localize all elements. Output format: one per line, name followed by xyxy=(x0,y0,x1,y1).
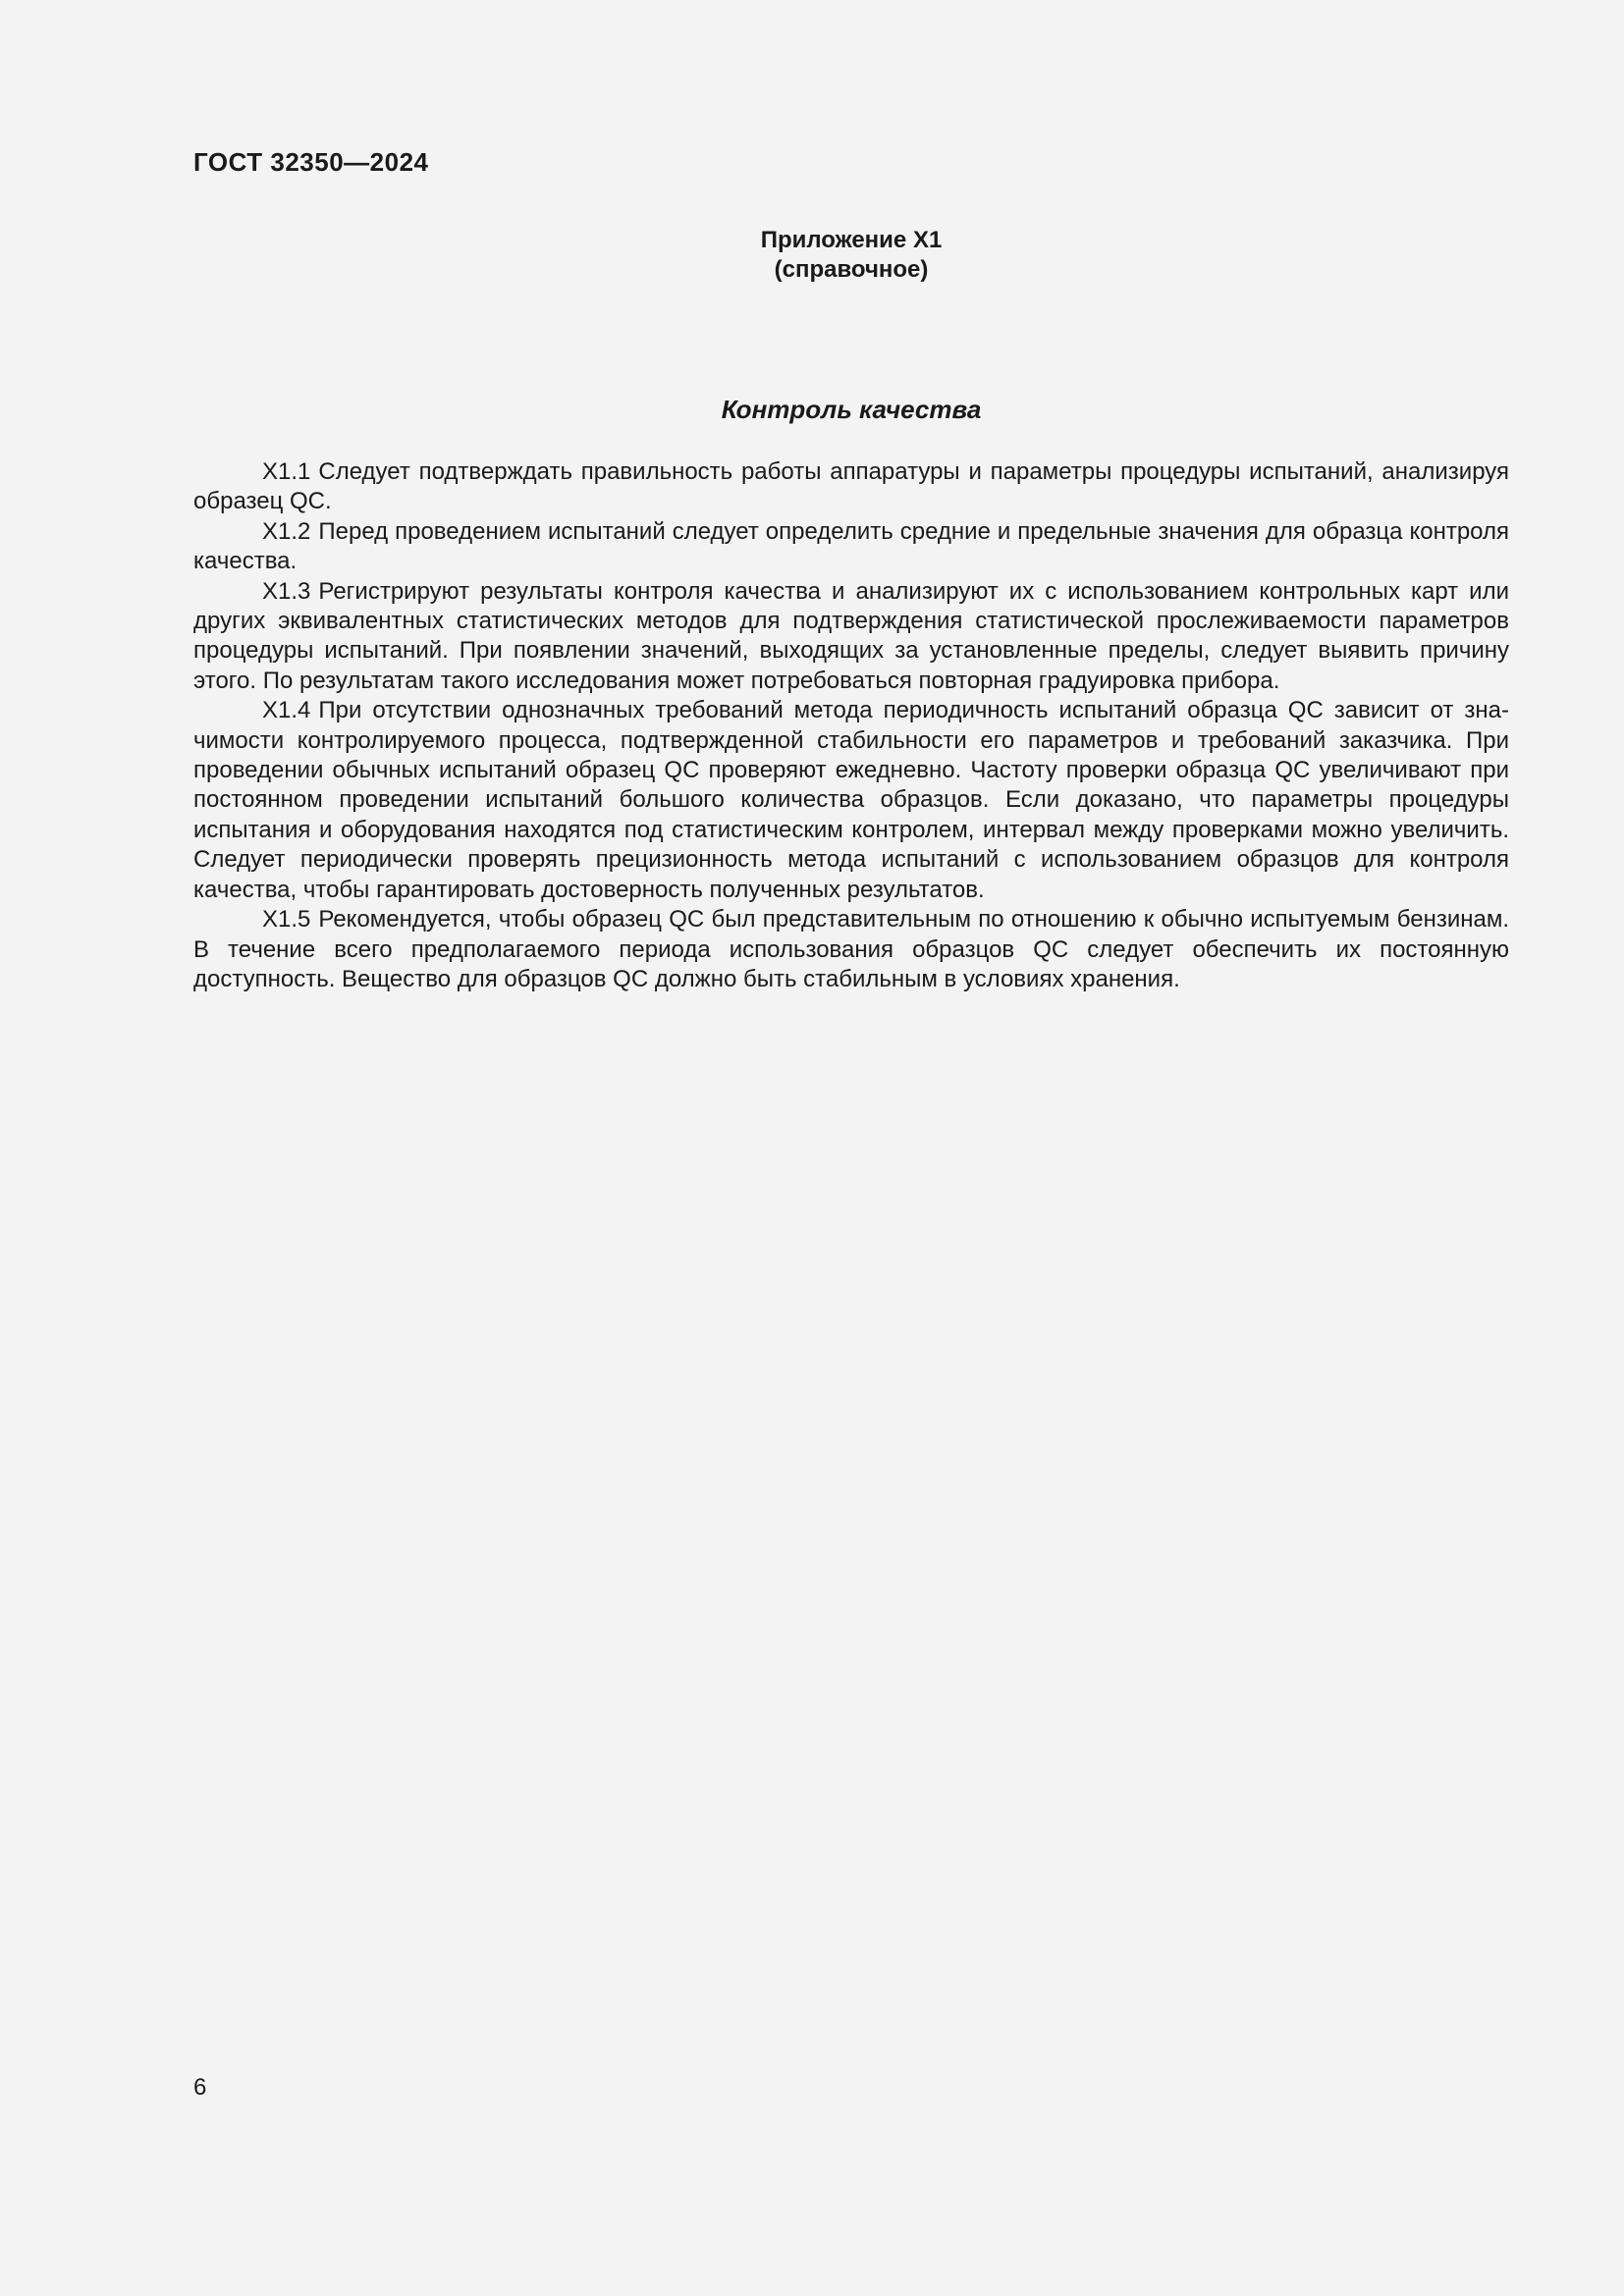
paragraph-text: При отсутствии однозначных требований метода периодичность испытаний образца QC зависит от значимости контролируемого процесса, подтвержденной стабильности его параметров и требований заказчика. При проведении обычных испытаний образец QC проверяют ежедневно. Частоту проверки образца QC увеличивают при постоянном проведении испытаний большого количества образцов. Если доказано, что параметры процедуры испытания и оборудования находятся под статистическим контролем, интервал между проверками можно увеличить. Следует периодически проверять прецизионность метода испытаний с использованием образцов для контроля качества, чтобы гарантировать достоверность полученных результатов. xyxy=(193,697,1509,903)
paragraph-x1-3 xyxy=(193,577,1509,697)
document-code: ГОСТ 32350—2024 xyxy=(193,147,429,177)
paragraph-number: Х1.3 xyxy=(262,577,311,605)
appendix-title: Приложение Х1 xyxy=(760,227,943,253)
body-text xyxy=(193,457,1509,994)
paragraph-number: Х1.1 xyxy=(262,458,311,485)
paragraph-x1-2 xyxy=(193,517,1509,577)
paragraph-text: Рекомендуется, чтобы образец QC был представительным по отношению к обычно испытуемым бензинам. В течение всего предполагаемого периода использования образцов QC следует обеспечить их постоянную доступность. Вещество для образцов QC должно быть стабильным в условиях хранения. xyxy=(193,906,1509,992)
section-title: Контроль качества xyxy=(721,395,982,424)
paragraph-x1-5 xyxy=(193,905,1509,994)
page-number: 6 xyxy=(193,2074,207,2101)
paragraph-number: Х1.4 xyxy=(262,697,311,724)
paragraph-number: Х1.2 xyxy=(262,517,311,545)
paragraph-text: Регистрируют результаты контроля качества и анализируют их с использованием контрольных карт или других эквивалентных статистических методов для подтверждения статистической прослеживаемости параметров процедуры испытаний. При появлении значений, выходящих за установленные пределы, следует выявить причину этого. По результатам такого исследования может потребоваться повторная градуировка прибора. xyxy=(193,577,1509,694)
paragraph-x1-1 xyxy=(193,457,1509,517)
paragraph-text: Следует подтверждать правильность работы аппаратуры и параметры процедуры испытаний, анализируя образец QC. xyxy=(193,458,1509,515)
appendix-note: (справочное) xyxy=(774,256,929,283)
paragraph-number: Х1.5 xyxy=(262,906,311,934)
paragraph-text: Перед проведением испытаний следует определить средние и предельные значения для образца контроля качества. xyxy=(193,517,1509,575)
paragraph-x1-4 xyxy=(193,696,1509,905)
